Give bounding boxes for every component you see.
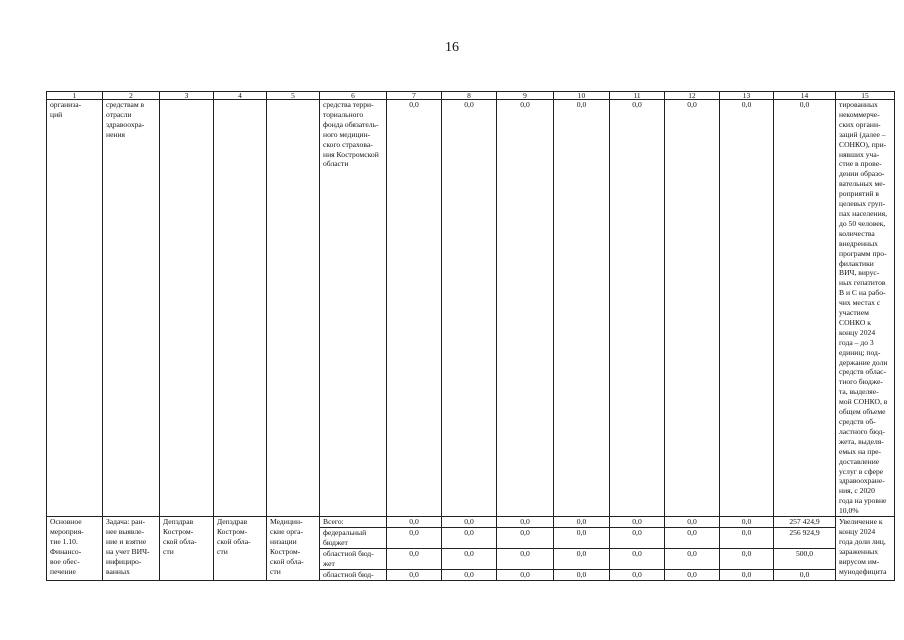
cell-value: 0,0 <box>610 517 665 528</box>
cell-value: 0,0 <box>442 100 497 517</box>
col-header: 7 <box>387 92 442 100</box>
cell-value: 0,0 <box>720 569 774 580</box>
cell-coexecutor: Депздрав Костром- ской обла- сти <box>214 517 267 581</box>
cell-value: 0,0 <box>497 100 554 517</box>
table-row <box>47 100 895 517</box>
cell-value: 0,0 <box>554 517 610 528</box>
cell-value: 0,0 <box>665 100 720 517</box>
cell-value: 0,0 <box>497 528 554 549</box>
cell-empty <box>160 100 214 517</box>
col-header: 4 <box>214 92 267 100</box>
cell-value: 0,0 <box>774 569 836 580</box>
cell-empty <box>214 100 267 517</box>
cell-value: 0,0 <box>442 528 497 549</box>
cell-value: 0,0 <box>610 548 665 569</box>
cell-value: 0,0 <box>665 517 720 528</box>
cell-participant: Медицин- ские орга- низации Костром- ской обла- сти <box>267 517 320 581</box>
cell-value: 0,0 <box>665 528 720 549</box>
cell-task: средствам в отрасли здравоохра- нения <box>103 100 160 517</box>
cell-value: 0,0 <box>387 548 442 569</box>
cell-value: 0,0 <box>442 548 497 569</box>
col-header: 1 <box>47 92 103 100</box>
cell-value: 0,0 <box>387 528 442 549</box>
cell-value: 0,0 <box>442 517 497 528</box>
budget-table <box>46 91 895 581</box>
col-header: 3 <box>160 92 214 100</box>
cell-value: 257 424,9 <box>774 517 836 528</box>
cell-value: 0,0 <box>554 548 610 569</box>
col-header: 13 <box>720 92 774 100</box>
cell-value: 0,0 <box>387 100 442 517</box>
col-header: 11 <box>610 92 665 100</box>
cell-value: 0,0 <box>610 528 665 549</box>
cell-value: 0,0 <box>497 517 554 528</box>
col-header: 6 <box>320 92 387 100</box>
cell-value: 256 924,9 <box>774 528 836 549</box>
cell-value: 0,0 <box>774 100 836 517</box>
cell-value: 0,0 <box>442 569 497 580</box>
col-header: 10 <box>554 92 610 100</box>
cell-funding-source: средства терри- ториального фонда обязатель- ного медицин- ского страхова- ния Костромской области <box>320 100 387 517</box>
cell-value: 0,0 <box>554 528 610 549</box>
cell-value: 0,0 <box>720 100 774 517</box>
header-row <box>47 92 895 100</box>
col-header: 9 <box>497 92 554 100</box>
cell-funding-source: Всего: <box>320 517 387 528</box>
cell-responsible: Депздрав Костром- ской обла- сти <box>160 517 214 581</box>
col-header: 5 <box>267 92 320 100</box>
col-header: 15 <box>836 92 895 100</box>
cell-funding-source: областной бюд- жет <box>320 548 387 569</box>
cell-empty <box>267 100 320 517</box>
col-header: 2 <box>103 92 160 100</box>
cell-funding-source: федеральный бюджет <box>320 528 387 549</box>
cell-value: 0,0 <box>554 100 610 517</box>
cell-value: 0,0 <box>497 569 554 580</box>
cell-funding-source: областной бюд- <box>320 569 387 580</box>
col-header: 8 <box>442 92 497 100</box>
cell-activity: Основное мероприя- тие 1.10. Финансо- вое обес- печение <box>47 517 103 581</box>
col-header: 12 <box>665 92 720 100</box>
page-number: 16 <box>445 40 459 55</box>
cell-value: 0,0 <box>665 548 720 569</box>
cell-value: 0,0 <box>387 569 442 580</box>
cell-participant: организа- ций <box>47 100 103 517</box>
col-header: 14 <box>774 92 836 100</box>
table-row <box>47 517 895 528</box>
cell-result: Увеличение к концу 2024 года доли лиц, зараженных вирусом им- мунодефицита <box>836 517 895 581</box>
cell-task: Задача: ран- нее выявле- ние и взятие на учет ВИЧ- инфициро- ванных <box>103 517 160 581</box>
cell-value: 0,0 <box>610 100 665 517</box>
cell-value: 0,0 <box>554 569 610 580</box>
cell-value: 0,0 <box>720 548 774 569</box>
cell-value: 0,0 <box>610 569 665 580</box>
cell-value: 0,0 <box>665 569 720 580</box>
cell-value: 500,0 <box>774 548 836 569</box>
cell-value: 0,0 <box>387 517 442 528</box>
cell-value: 0,0 <box>720 517 774 528</box>
cell-value: 0,0 <box>720 528 774 549</box>
cell-value: 0,0 <box>497 548 554 569</box>
cell-result: тированных некоммерче- ских органи- заций (далее – СОНКО), при- нявших уча- стие в прове- дении образо- вательных ме- роприятий в целевых груп- пах населения, до 50 человек, количества внедренных программ про- филактики ВИЧ, вирус- ных гепатитов В и С на рабо- чих местах с участием СОНКО к концу 2024 года – до 3 единиц; под- держание доли средств облас- тного бюдже- та, выделяе- мой СОНКО, в общем объеме средств об- ластного бюд- жета, выделя- емых на пре- доставление услуг в сфере здравоохране- ния, с 2020 года на уровне 10,0% <box>836 100 895 517</box>
